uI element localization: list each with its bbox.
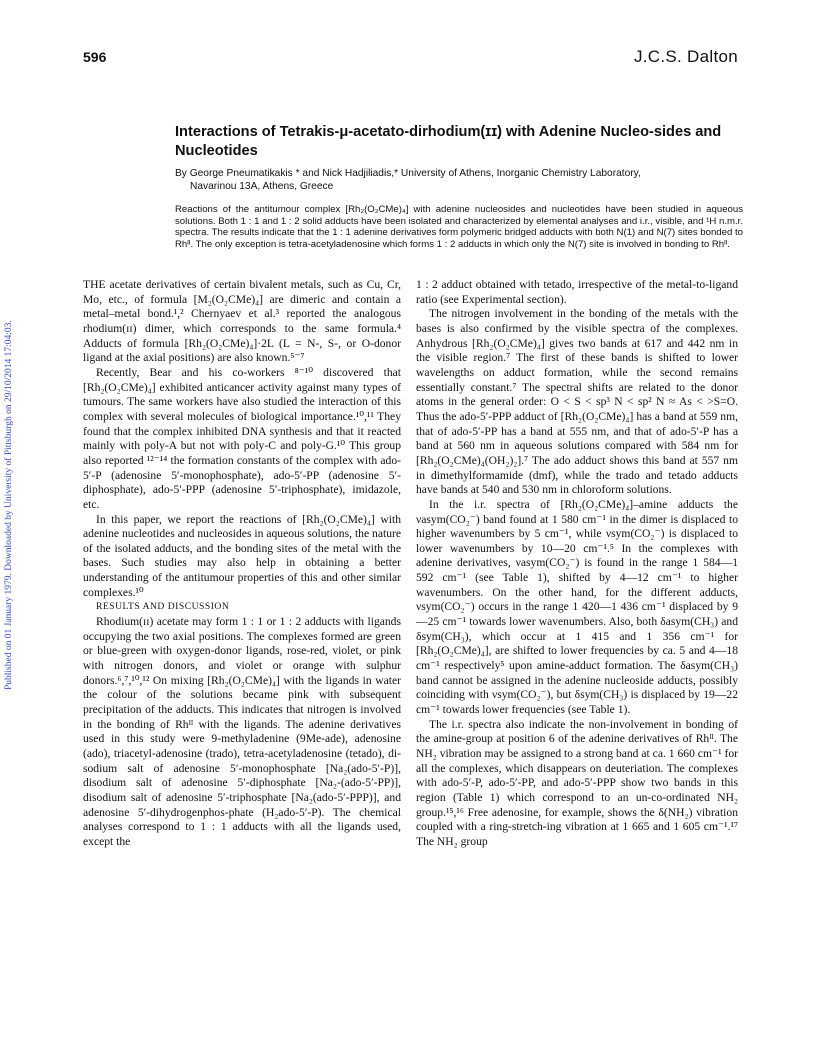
paragraph: Recently, Bear and his co-workers ⁸⁻¹⁰ discovered that [Rh₂(O₂CMe)₄] exhibited anticancer activity against many types of tumours. The same workers have also studied the interaction of this complex with several molecules of biological importance.¹⁰,¹¹ They found that the complex inhibited DNA synthesis and that it reacted mainly with poly-A but not with poly-C and poly-G.¹⁰ This group also reported ¹²⁻¹⁴ the formation constants of the complex with ado-5′-P (adenosine 5′-monophosphate), ado-5′-PP (adenosine 5′-diphosphate), ado-5′-PPP (adenosine 5′-triphosphate), imidazole, etc.: [83, 365, 401, 511]
paragraph: The i.r. spectra also indicate the non-involvement in bonding of the amine-group at position 6 of the adenine derivatives of Rhᴵᴵ. The NH₂ vibration may be assigned to a strong band at ca. 1 660 cm⁻¹ for all the complexes, which disappears on deuteriation. The complexes with ado-5′-P, ado-5′-PP, and ado-5′-PPP show two bands in this region (Table 1) which correspond to an un-co-ordinated NH₂ group.¹⁵,¹⁶ Free adenosine, for example, shows the δ(NH₂) vibration coupled with a ring-stretch-ing vibration at 1 665 and 1 605 cm⁻¹.¹⁷ The NH₂ group: [416, 717, 738, 848]
paragraph: In this paper, we report the reactions of [Rh₂(O₂CMe)₄] with adenine nucleotides and nucleosides in aqueous solutions, the nature of the isolated adducts, and the bonding sites of the metal with the bases. Such studies may also help in obtaining a better understanding of the antitumour properties of this and other similar complexes.¹⁰: [83, 512, 401, 599]
page-number: 596: [83, 49, 107, 65]
author-line: By George Pneumatikakis * and Nick Hadjiliadis,* University of Athens, Inorganic Chemistry Laboratory,: [175, 168, 641, 179]
abstract: Reactions of the antitumour complex [Rh₂(O₂CMe)₄] with adenine nucleosides and nucleotides have been studied in aqueous solutions. Both 1 : 1 and 1 : 2 solid adducts have been isolated and characterized by elemental analyses and i.r., visible, and ¹H n.m.r. spectra. The results indicate that the 1 : 1 adenine derivatives form polymeric bridged adducts with both N(1) and N(7) sites bonded to Rhᴵᴵ. The only exception is tetra-acetyladenosine which forms 1 : 2 adducts in which only the N(7) site is involved in bonding to Rhᴵᴵ.: [175, 204, 743, 250]
paragraph: Rhodium(ɪɪ) acetate may form 1 : 1 or 1 : 2 adducts with ligands occupying the two axial positions. The complexes formed are green or blue-green with oxygen-donor ligands, rose-red, violet, or pink with nitrogen donors, and violet or orange with sulphur donors.⁶,⁷,¹⁰,¹² On mixing [Rh₂(O₂CMe)₄] with the ligands in water the colour of the solutions became pink with subsequent precipitation of the adducts. This indicates that nitrogen is involved in the bonding of Rhᴵᴵ with the ligands. The adenine derivatives used in this study were 9-methyladenine (9Me-ade), adenosine (ado), triacetyl-adenosine (trado), tetra-acetyladenosine (tetado), di-sodium salt of adenosine 5′-monophosphate [Na₂(ado-5′-P)], disodium salt of adenosine 5′-diphosphate [Na₂-(ado-5′-PP)], disodium salt of adenosine 5′-triphosphate [Na₂(ado-5′-PPP)], and adenosine 5′-dihydrogenphos-phate (H₂ado-5′-P). The chemical analyses correspond to 1 : 1 adducts with all the ligands used, except the: [83, 615, 401, 848]
section-heading: RESULTS AND DISCUSSION: [96, 601, 230, 613]
paragraph: THE acetate derivatives of certain bivalent metals, such as Cu, Cr, Mo, etc., of formula [M₂(O₂CMe)₄] are dimeric and contain a metal–metal bond.¹,² Chernyaev et al.³ reported the analogous rhodium(ɪɪ) dimer, which corresponds to the same formula.⁴ Adducts of formula [Rh₂(O₂CMe)₄]·2L (L = N-, S-, or O-donor ligand at the axial positions) are also known.⁵⁻⁷: [83, 278, 401, 365]
article-title: Interactions of Tetrakis-μ-acetato-dirhodium(ɪɪ) with Adenine Nucleo-sides and Nucleotides: [175, 124, 722, 159]
paragraph: 1 : 2 adduct obtained with tetado, irrespective of the metal-to-ligand ratio (see Experimental section).: [416, 278, 738, 306]
affiliation-address: Navarinou 13A, Athens, Greece: [190, 181, 334, 192]
paragraph: In the i.r. spectra of [Rh₂(O₂CMe)₄]–amine adducts the νasym(CO₂⁻) band found at 1 580 cm⁻¹ in the dimer is displaced to higher wavenumbers by 5 cm⁻¹, while νsym(CO₂⁻) is displaced to lower wavenumbers by 10—20 cm⁻¹.⁵ In the complexes with adenine derivatives, νasym(CO₂⁻) is found in the range 1 584—1 592 cm⁻¹ (see Table 1), shifted by 4—12 cm⁻¹ to higher wavenumbers. On the other hand, for the different adducts, νsym(CO₂⁻) occurs in the range 1 420—1 436 cm⁻¹ displaced by 9—25 cm⁻¹ towards lower wavenumbers. Also, both δasym(CH₃) and δsym(CH₃), which occur at 1 415 and 1 356 cm⁻¹ for [Rh₂(O₂CMe)₄], are shifted to lower frequencies by ca. 5 and 4—18 cm⁻¹ respectively⁵ upon amine-adduct formation. The δasym(CH₃) band cannot be assigned in the adenine nucleoside adducts, possibly coinciding with νsym(CO₂⁻), but δsym(CH₃) is displaced by 19—22 cm⁻¹ towards lower frequencies (see Table 1).: [416, 497, 738, 717]
left-column: [83, 278, 401, 850]
journal-name: J.C.S. Dalton: [633, 47, 738, 66]
right-column: [416, 278, 738, 850]
paragraph: The nitrogen involvement in the bonding of the metals with the bases is also confirmed by the visible spectra of the complexes. Anhydrous [Rh₂(O₂CMe)₄] gives two bands at 617 and 442 nm in the visible region.⁷ The first of these bands is shifted to lower wavelengths on adduct formation, while the second remains essentially constant.⁷ The spectral shifts are related to the donor atoms in the general order: O < S < sp³ N < sp² N ≈ As < >S=O. Thus the ado-5′-PPP adduct of [Rh₂(O₂CMe)₄] has a band at 559 nm, that of ado-5′-PP has a band at 555 nm, and that of ado-5′-P has a band at 560 nm in aqueous solutions compared with 584 nm for [Rh₂(O₂CMe)₄(OH₂)₂].⁷ The ado adduct shows this band at 557 nm in dimethylformamide (dmf), while the trado and tetado adducts have bands at 540 and 530 nm in chloroform solutions.: [416, 307, 738, 497]
download-side-note: [4, 110, 18, 690]
download-side-note-text: Published on 01 January 1979. Downloaded by University of Pittsburgh on 29/10/2014 17:04:03.: [4, 320, 14, 690]
authors-block: [175, 167, 745, 193]
